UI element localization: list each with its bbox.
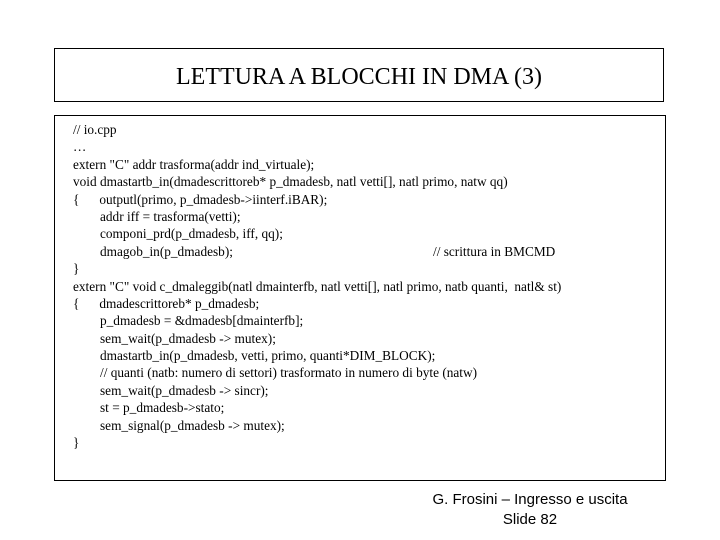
code-line (73, 260, 561, 277)
code-line (73, 191, 561, 208)
code-line (73, 225, 561, 242)
code-line (73, 330, 561, 347)
code-line-text: componi_prd(p_dmadesb, iff, qq); (100, 226, 283, 242)
code-line (73, 434, 561, 451)
code-line-text: { dmadescrittoreb* p_dmadesb; (73, 295, 260, 311)
code-line-text: void dmastartb_in(dmadescrittoreb* p_dmadesb, natl vetti[], natl primo, natw qq) (73, 174, 508, 190)
code-line (73, 173, 561, 190)
code-line-text: } (73, 261, 80, 277)
code-line (73, 121, 561, 138)
code-line-text: extern "C" void c_dmaleggib(natl dmainterfb, natl vetti[], natl primo, natb quanti, natl& st) (73, 278, 562, 294)
code-line (73, 208, 561, 225)
code-line (73, 364, 561, 381)
footer-slide-number: Slide 82 (502, 511, 558, 528)
code-line (73, 278, 561, 295)
code-line (73, 138, 561, 155)
code-line-comment: // scrittura in BMCMD (433, 243, 556, 259)
code-line-text: sem_wait(p_dmadesb -> mutex); (100, 330, 276, 346)
code-line-text: // quanti (natb: numero di settori) trasformato in numero di byte (natw) (100, 365, 478, 381)
code-line-text: st = p_dmadesb->stato; (100, 400, 225, 416)
code-line (73, 382, 561, 399)
code-line (73, 295, 561, 312)
code-line (73, 156, 561, 173)
code-line-text: extern "C" addr trasforma(addr ind_virtuale); (73, 156, 315, 172)
code-line-text: … (73, 139, 87, 155)
footer-author-course: G. Frosini – Ingresso e uscita (432, 491, 628, 508)
code-line-text: sem_wait(p_dmadesb -> sincr); (100, 382, 269, 398)
code-listing (73, 121, 561, 451)
code-line (73, 347, 561, 364)
code-line-text: sem_signal(p_dmadesb -> mutex); (100, 417, 285, 433)
code-line (73, 243, 561, 260)
code-line-text: } (73, 435, 80, 451)
code-line-text: { outputl(primo, p_dmadesb->iinterf.iBAR); (73, 191, 328, 207)
slide-title-box (54, 48, 664, 102)
code-line-text: dmastartb_in(p_dmadesb, vetti, primo, quanti*DIM_BLOCK); (100, 348, 436, 364)
code-line-text: // io.cpp (73, 122, 117, 137)
code-line-text: dmagob_in(p_dmadesb); (100, 243, 233, 259)
slide-title: LETTURA A BLOCCHI IN DMA (3) (176, 64, 542, 90)
code-listing-box (54, 115, 666, 481)
code-line (73, 417, 561, 434)
slide-footer (410, 490, 650, 530)
code-line-text: addr iff = trasforma(vetti); (100, 208, 241, 224)
code-line-text: p_dmadesb = &dmadesb[dmainterfb]; (100, 313, 304, 329)
code-line (73, 399, 561, 416)
code-line (73, 312, 561, 329)
